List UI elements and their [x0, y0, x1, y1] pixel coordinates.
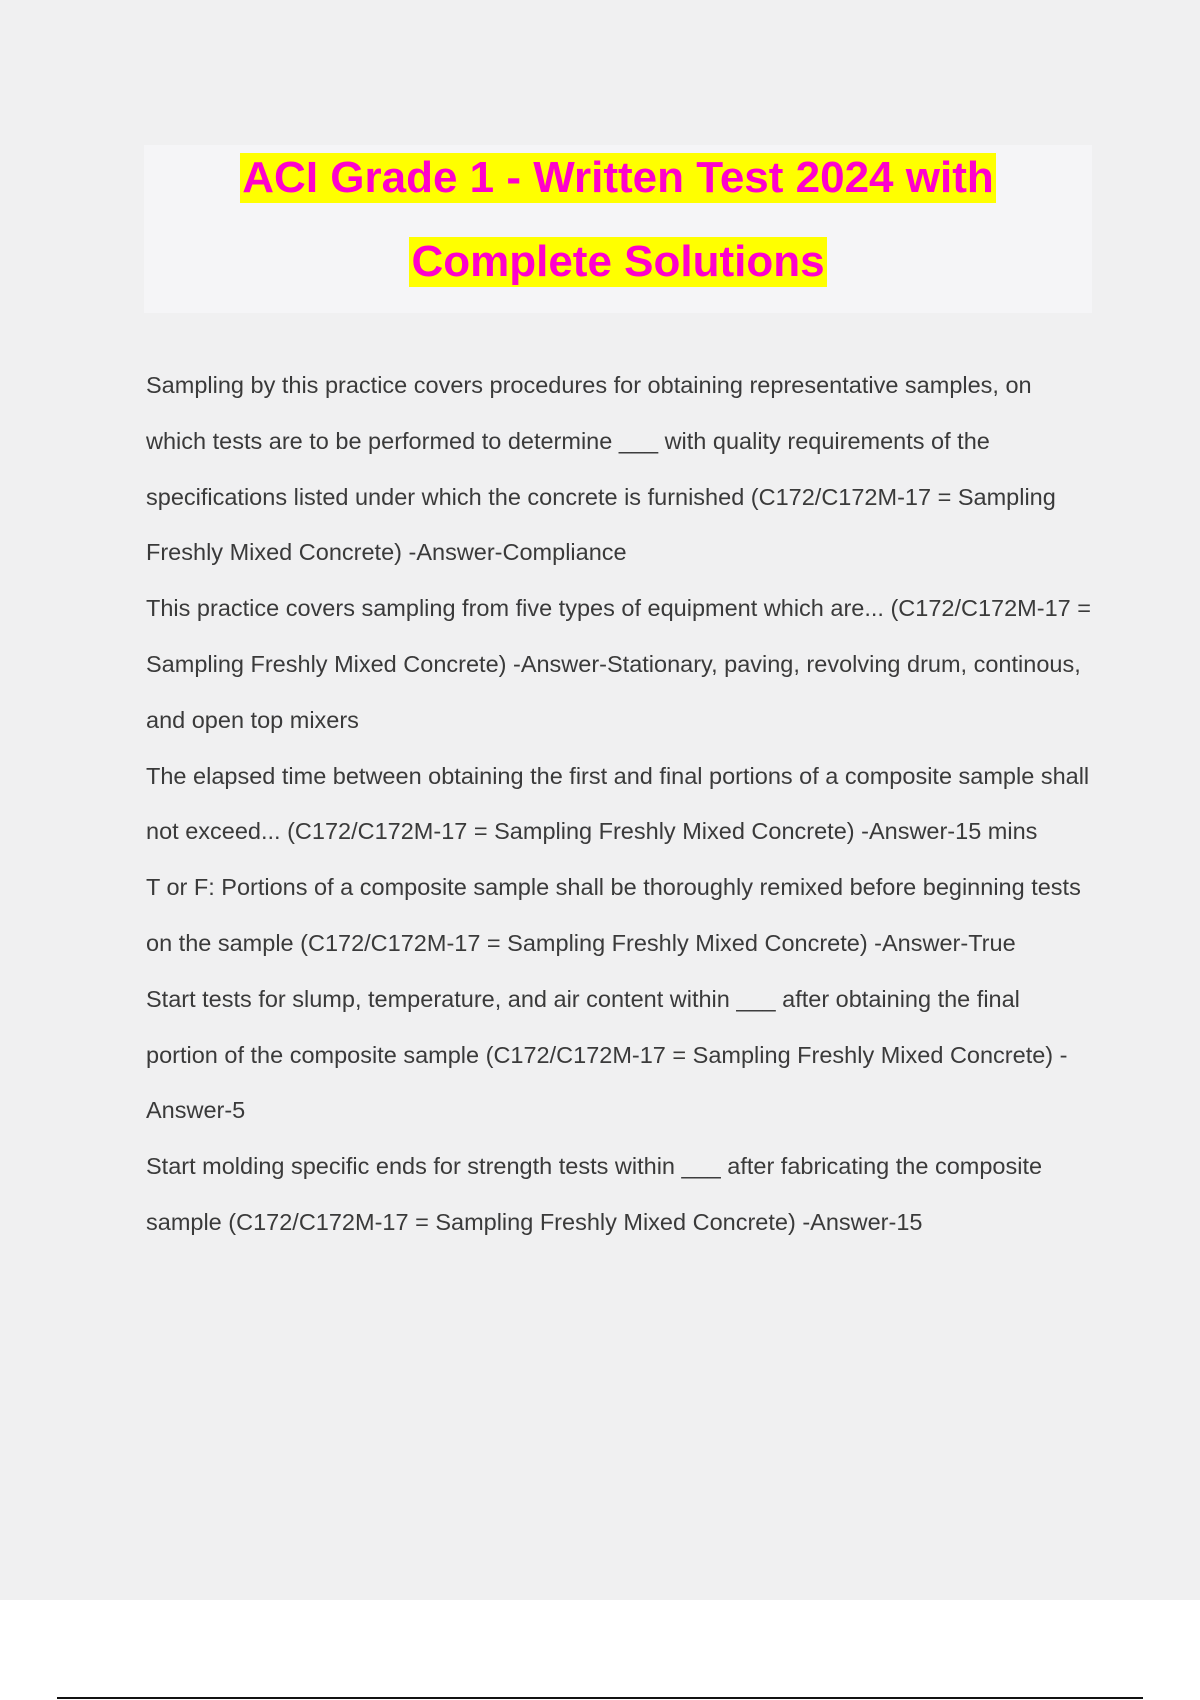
page-bottom-divider — [57, 1697, 1143, 1699]
question-answer-5: Start tests for slump, temperature, and air content within ___ after obtaining the final portion of the composite sample (C172/C172M-17 = Sampling Freshly Mixed Concrete) -Answer-5 — [146, 985, 1068, 1124]
question-answer-3: The elapsed time between obtaining the first and final portions of a composite sample shall not exceed... (C172/C172M-17 = Sampling Freshly Mixed Concrete) -Answer-15 mins — [146, 762, 1090, 845]
question-answer-1: Sampling by this practice covers procedures for obtaining representative samples, on which tests are to be performed to determine ___ with quality requirements of the specifications listed under which the concrete is furnished (C172/C172M-17 = Sampling Freshly Mixed Concrete) -Answer-Compliance — [146, 372, 1056, 566]
question-answer-2: This practice covers sampling from five types of equipment which are... (C172/C172M-17 = Sampling Freshly Mixed Concrete) -Answer-Stationary, paving, revolving drum, continous, and open top mixers — [146, 595, 1091, 733]
title-block — [144, 145, 1092, 313]
document-title-line-2: Complete Solutions — [411, 237, 825, 286]
question-answer-6: Start molding specific ends for strength tests within ___ after fabricating the composite sample (C172/C172M-17 = Sampling Freshly Mixed Concrete) -Answer-15 — [146, 1153, 1043, 1235]
question-answer-4: T or F: Portions of a composite sample shall be thoroughly remixed before beginning tests on the sample (C172/C172M-17 = Sampling Freshly Mixed Concrete) -Answer-True — [146, 874, 1081, 956]
document-body — [146, 358, 1091, 1251]
document-title-line-1: ACI Grade 1 - Written Test 2024 with — [242, 153, 994, 202]
